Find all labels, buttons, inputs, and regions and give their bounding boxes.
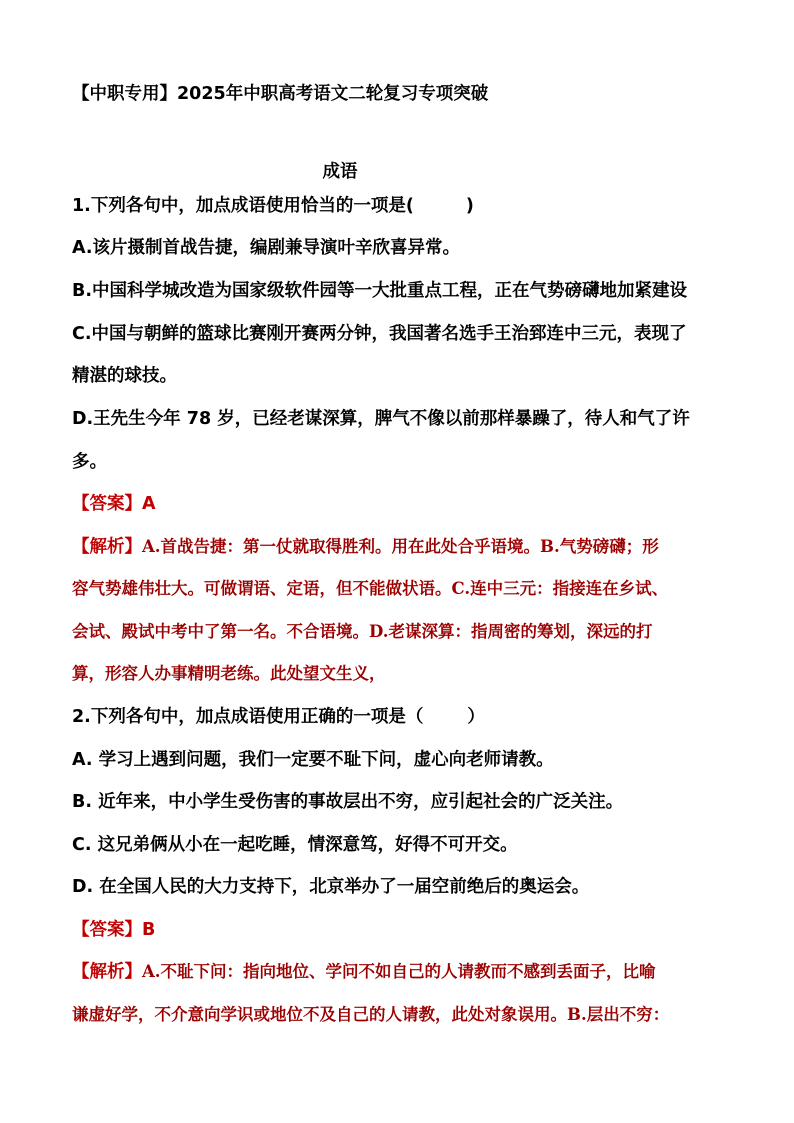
q1-analysis-tag: 【解析】 [72, 537, 142, 557]
q2-option-b: B. 近年来，中小学生受伤害的事故层出不穷，应引起社会的广泛关注。 [72, 792, 624, 812]
q1-option-d-line1: D.王先生今年 78 岁，已经老谋深算，脾气不像以前那样暴躁了，待人和气了许 [72, 409, 690, 429]
q2-analysis-line1 [72, 960, 732, 984]
section-title: 成语 [322, 162, 358, 182]
q1-answer-tag: 【答案】 [72, 494, 142, 514]
q2-option-c: C. 这兄弟俩从小在一起吃睡，情深意笃，好得不可开交。 [72, 835, 518, 855]
q1-analysis-text1: A.首战告捷：第一仗就取得胜利。用在此处合乎语境。B.气势磅礴；形 [142, 537, 659, 556]
q2-option-a: A. 学习上遇到问题，我们一定要不耻下问，虚心向老师请教。 [72, 750, 554, 770]
q2-analysis-tag: 【解析】 [72, 962, 142, 982]
q2-answer-value: B [142, 920, 156, 940]
q2-stem-text: 2.下列各句中，加点成语使用正确的一项是（ [72, 707, 424, 727]
q1-option-d-line2: 多。 [72, 452, 107, 472]
q1-answer [72, 492, 732, 516]
q2-analysis-text1: A.不耻下问：指向地位、学问不如自己的人请教而不感到丢面子，比喻 [142, 962, 656, 981]
q2-stem [72, 705, 732, 729]
q2-stem-close: ） [467, 707, 485, 727]
q1-stem-text: 1.下列各句中，加点成语使用恰当的一项是( [72, 196, 414, 216]
q1-stem [72, 194, 732, 218]
q1-analysis-line2: 容气势雄伟壮大。可做谓语、定语，但不能做状语。C.连中三元：指接连在乡试、 [72, 579, 669, 598]
q2-option-d: D. 在全国人民的大力支持下，北京举办了一届空前绝后的奥运会。 [72, 877, 590, 897]
document-title: 【中职专用】2025年中职高考语文二轮复习专项突破 [72, 84, 489, 104]
q1-option-b: B.中国科学城改造为国家级软件园等一大批重点工程，正在气势磅礴地加紧建设 [72, 281, 687, 301]
q1-option-c-line1: C.中国与朝鲜的篮球比赛刚开赛两分钟，我国著名选手王治郅连中三元，表现了 [72, 324, 687, 344]
q1-option-a: A.该片摄制首战告捷，编剧兼导演叶辛欣喜异常。 [72, 238, 461, 258]
q1-analysis-line4: 算，形容人办事精明老练。此处望文生义， [72, 664, 386, 683]
q1-analysis-line3: 会试、殿试中考中了第一名。不合语境。D.老谋深算：指周密的筹划，深远的打 [72, 622, 653, 641]
q1-stem-close: ) [465, 196, 474, 216]
q1-option-c-line2: 精湛的球技。 [72, 366, 177, 386]
q2-analysis-line2: 谦虚好学，不介意向学识或地位不及自己的人请教，此处对象误用。B.层出不穷： [72, 1005, 670, 1024]
q1-answer-value: A [142, 494, 156, 514]
q1-analysis-line1 [72, 535, 732, 559]
q2-answer-tag: 【答案】 [72, 920, 142, 940]
q2-answer [72, 918, 732, 942]
